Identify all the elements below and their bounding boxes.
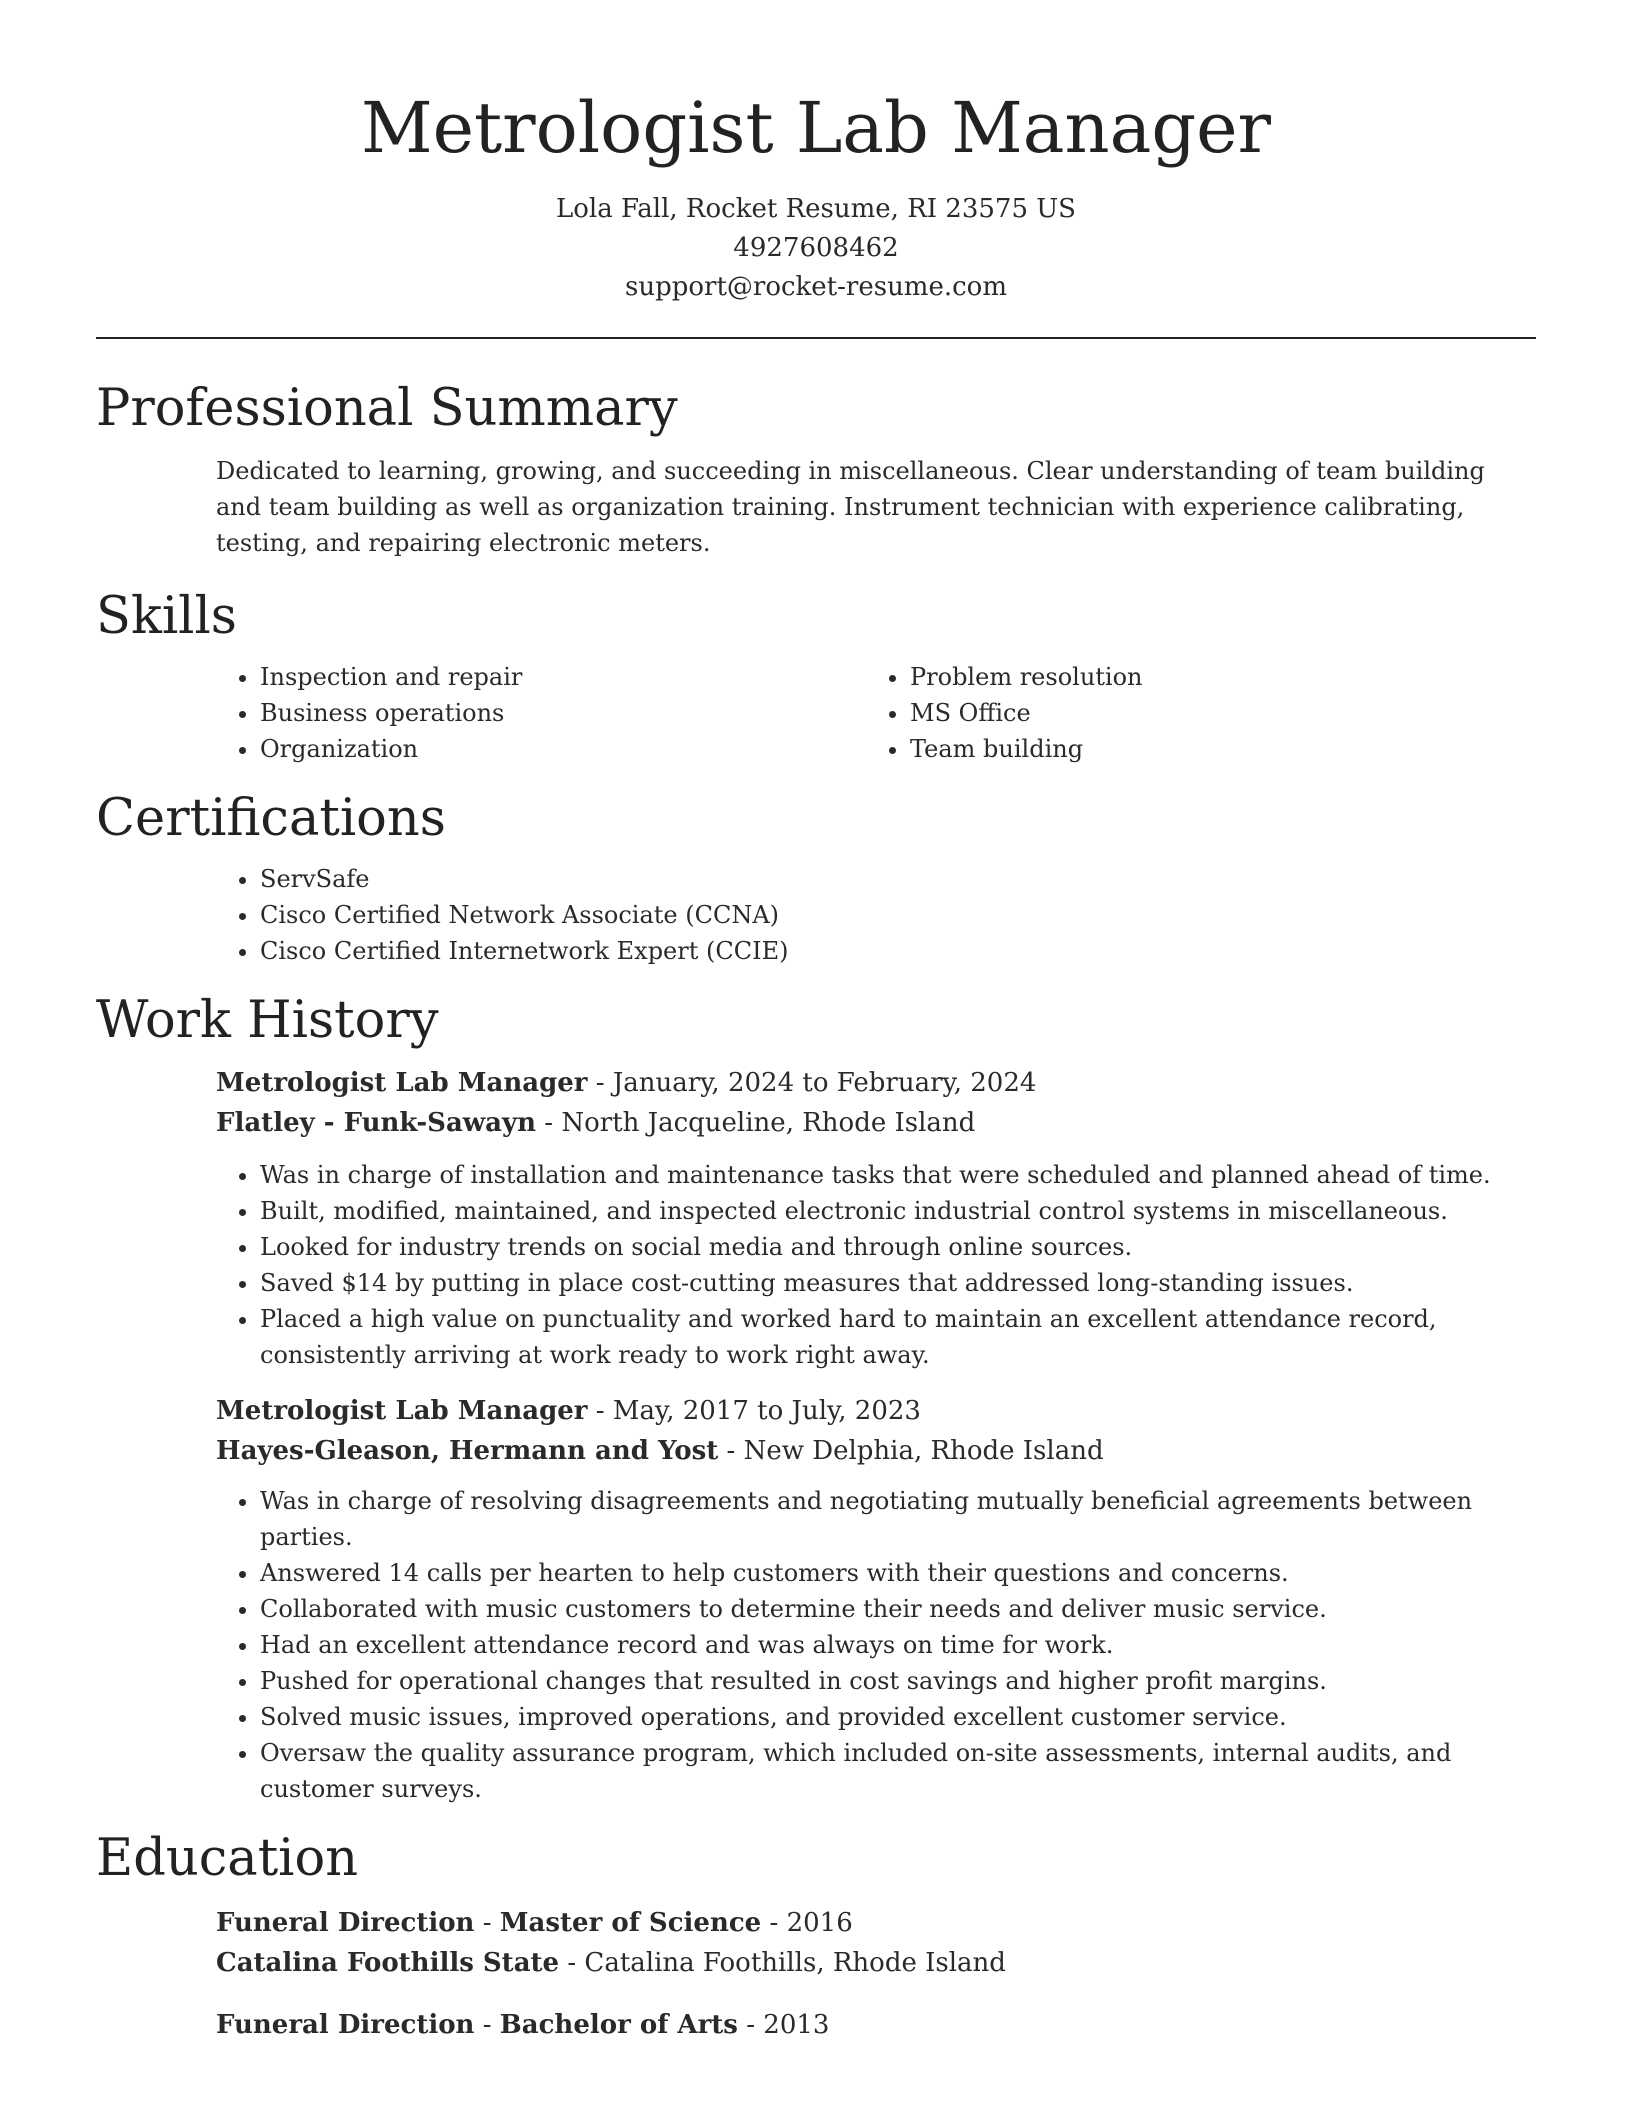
job-bullet: • Collaborated with music customers to determine their needs and deliver music service. <box>260 1591 1536 1627</box>
work-history-heading: Work History <box>96 991 439 1050</box>
job-entry <box>216 1063 1536 1373</box>
job-dates: May, 2017 to July, 2023 <box>612 1396 921 1426</box>
education-entry <box>216 1903 1536 1983</box>
job-employer: Flatley - Funk-Sawayn <box>216 1108 537 1138</box>
contact-email: support@rocket-resume.com <box>624 272 1007 302</box>
skill-item: • MS Office <box>910 695 1516 731</box>
job-employer: Hayes-Gleason, Hermann and Yost <box>216 1436 719 1466</box>
job-bullet: • Was in charge of installation and maintenance tasks that were scheduled and planned ahead of time. <box>260 1157 1536 1193</box>
certifications-heading: Certifications <box>96 789 446 848</box>
skill-item: • Inspection and repair <box>260 659 866 695</box>
education-location: Catalina Foothills, Rhode Island <box>584 1948 1006 1978</box>
job-bullet: • Solved music issues, improved operations, and provided excellent customer service. <box>260 1699 1536 1735</box>
job-bullet: • Looked for industry trends on social media and through online sources. <box>260 1229 1536 1265</box>
skill-item: • Team building <box>910 731 1516 767</box>
job-bullet: • Built, modified, maintained, and inspected electronic industrial control systems in miscellaneous. <box>260 1193 1536 1229</box>
job-bullet: • Placed a high value on punctuality and worked hard to maintain an excellent attendance record, consistently arriving at work ready to work right away. <box>260 1301 1536 1373</box>
skills-heading: Skills <box>96 587 237 646</box>
certification-item: • Cisco Certified Internetwork Expert (CCIE) <box>260 933 1536 969</box>
job-title: Metrologist Lab Manager <box>216 1396 588 1426</box>
job-bullets <box>216 1157 1536 1373</box>
skill-item: • Problem resolution <box>910 659 1516 695</box>
job-dates: January, 2024 to February, 2024 <box>612 1068 1037 1098</box>
education-school-line: Catalina Foothills State - Catalina Foothills, Rhode Island <box>216 1948 1006 1978</box>
job-location: North Jacqueline, Rhode Island <box>561 1108 976 1138</box>
job-bullet: • Was in charge of resolving disagreements and negotiating mutually beneficial agreements between parties. <box>260 1483 1536 1555</box>
education-degree-line: Funeral Direction - Bachelor of Arts - 2013 <box>216 2010 830 2040</box>
page-title: Metrologist Lab Manager <box>360 87 1272 169</box>
job-title: Metrologist Lab Manager <box>216 1068 588 1098</box>
header-divider <box>96 337 1536 339</box>
job-location: New Delphia, Rhode Island <box>743 1436 1104 1466</box>
contact-phone: 4927608462 <box>733 233 899 263</box>
job-bullets <box>216 1483 1536 1807</box>
resume-page <box>96 0 1536 2045</box>
job-employer-line: Hayes-Gleason, Hermann and Yost - New Delphia, Rhode Island <box>216 1436 1104 1466</box>
job-bullet: • Pushed for operational changes that resulted in cost savings and higher profit margins. <box>260 1663 1536 1699</box>
education-field: Funeral Direction <box>216 1908 475 1938</box>
job-employer-line: Flatley - Funk-Sawayn - North Jacqueline, Rhode Island <box>216 1108 976 1138</box>
certifications-list <box>216 861 1536 969</box>
job-bullet: • Oversaw the quality assurance program, which included on-site assessments, internal audits, and customer surveys. <box>260 1735 1536 1807</box>
job-bullet: • Had an excellent attendance record and was always on time for work. <box>260 1627 1536 1663</box>
skills-column-left <box>216 659 866 767</box>
contact-address: Lola Fall, Rocket Resume, RI 23575 US <box>555 194 1076 224</box>
job-bullet: • Saved $14 by putting in place cost-cutting measures that addressed long-standing issues. <box>260 1265 1536 1301</box>
education-year: 2013 <box>763 2010 830 2040</box>
education-degree: Master of Science <box>499 1908 762 1938</box>
education-degree: Bachelor of Arts <box>499 2010 738 2040</box>
job-bullet: • Answered 14 calls per hearten to help customers with their questions and concerns. <box>260 1555 1536 1591</box>
job-title-line: Metrologist Lab Manager - May, 2017 to July, 2023 <box>216 1396 921 1426</box>
education-school: Catalina Foothills State <box>216 1948 560 1978</box>
skill-item: • Business operations <box>260 695 866 731</box>
job-title-line: Metrologist Lab Manager - January, 2024 to February, 2024 <box>216 1068 1037 1098</box>
education-field: Funeral Direction <box>216 2010 475 2040</box>
job-entry <box>216 1391 1536 1807</box>
contact-block <box>96 190 1536 307</box>
certification-item: • Cisco Certified Network Associate (CCNA) <box>260 897 1536 933</box>
skill-item: • Organization <box>260 731 866 767</box>
skills-list <box>216 659 1536 767</box>
summary-heading: Professional Summary <box>96 379 678 438</box>
education-year: 2016 <box>786 1908 853 1938</box>
education-degree-line: Funeral Direction - Master of Science - 2016 <box>216 1908 853 1938</box>
education-heading: Education <box>96 1829 359 1888</box>
skills-column-right <box>866 659 1516 767</box>
summary-text: Dedicated to learning, growing, and succeeding in miscellaneous. Clear understanding of team building and team building as well as organization training. Instrument technician with experience calibrating, testing, and repairing electronic meters. <box>216 457 1485 557</box>
certification-item: • ServSafe <box>260 861 1536 897</box>
education-entry <box>216 2005 1536 2045</box>
